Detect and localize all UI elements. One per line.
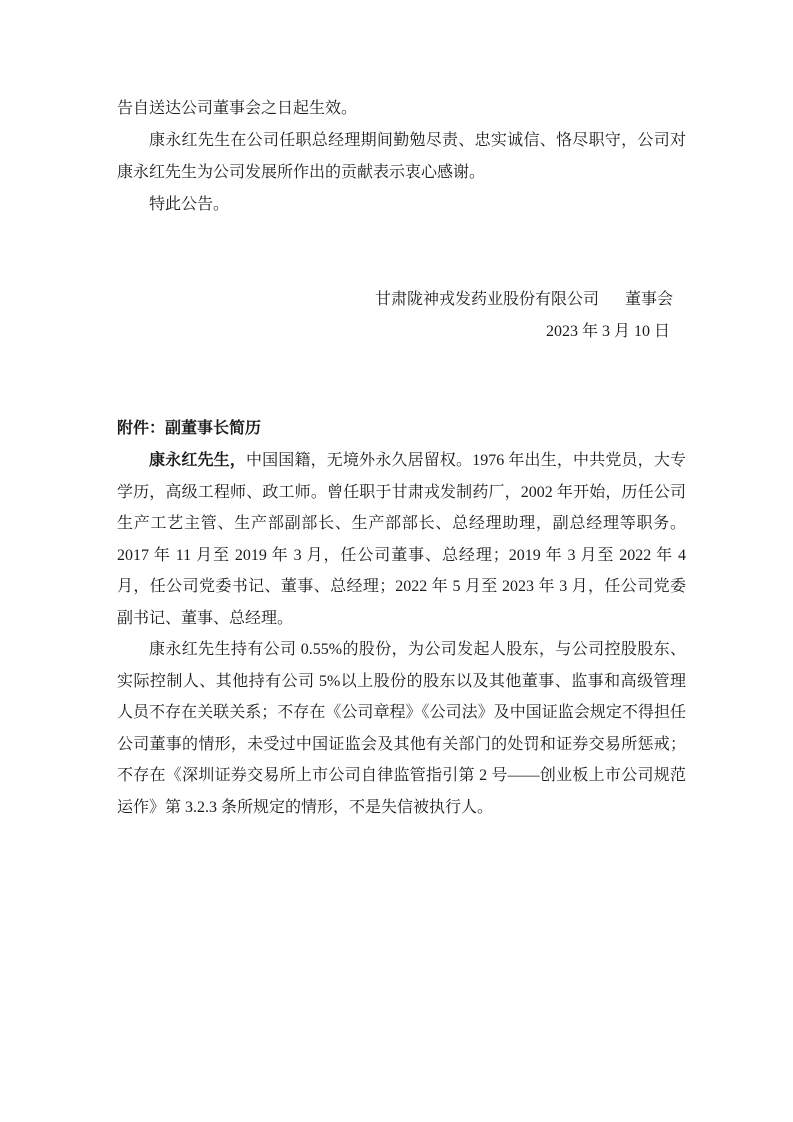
paragraph-effective-date: 告自送达公司董事会之日起生效。: [117, 100, 358, 117]
paragraph-closing: 特此公告。: [149, 196, 230, 213]
paragraph-shareholding: 康永红先生持有公司 0.55%的股份，为公司发起人股东，与公司控股股东、实际控制人、其他持有公司 5%以上股份的股东以及其他董事、监事和高级管理人员不存在关联关系；不存在《公司章程》《公司法》及中国证监会规定不得担任公司董事的情形，未受过中国证监会及其他有关部门的处罚和证券交易所惩戒；不存在《深圳证券交易所上市公司自律监管指引第 2 号——创业板上市公司规范运作》第 3.2.3 条所规定的情形，不是失信被执行人。: [117, 641, 686, 816]
attachment-heading: 附件：副董事长简历: [117, 420, 262, 437]
signature-company-name: 甘肃陇神戎发药业股份有限公司: [374, 291, 599, 308]
signature-signer: 董事会: [624, 291, 673, 308]
paragraph-bio: [117, 445, 686, 634]
signature-date: 2023 年 3 月 10 日: [545, 323, 670, 340]
paragraph-gratitude: 康永红先生在公司任职总经理期间勤勉尽责、忠实诚信、恪尽职守，公司对康永红先生为公司发展所作出的贡献表示衷心感谢。: [117, 132, 686, 181]
bio-body-text: 中国国籍，无境外永久居留权。1976 年出生，中共党员，大专学历，高级工程师、政工师。曾任职于甘肃戎发制药厂，2002 年开始，历任公司生产工艺主管、生产部副部长、生产部部长、总经理助理，副总经理等职务。2017 年 11 月至 2019 年 3 月，任公司董事、总经理；2019 年 3 月至 2022 年 4 月，任公司党委书记、董事、总经理；2022 年 5 月至 2023 年 3 月，任公司党委副书记、董事、总经理。: [117, 452, 686, 627]
signature-block: [117, 284, 686, 348]
bio-lead-name: 康永红先生，: [149, 452, 246, 469]
signature-line: [117, 284, 673, 316]
document-content: [117, 93, 686, 823]
